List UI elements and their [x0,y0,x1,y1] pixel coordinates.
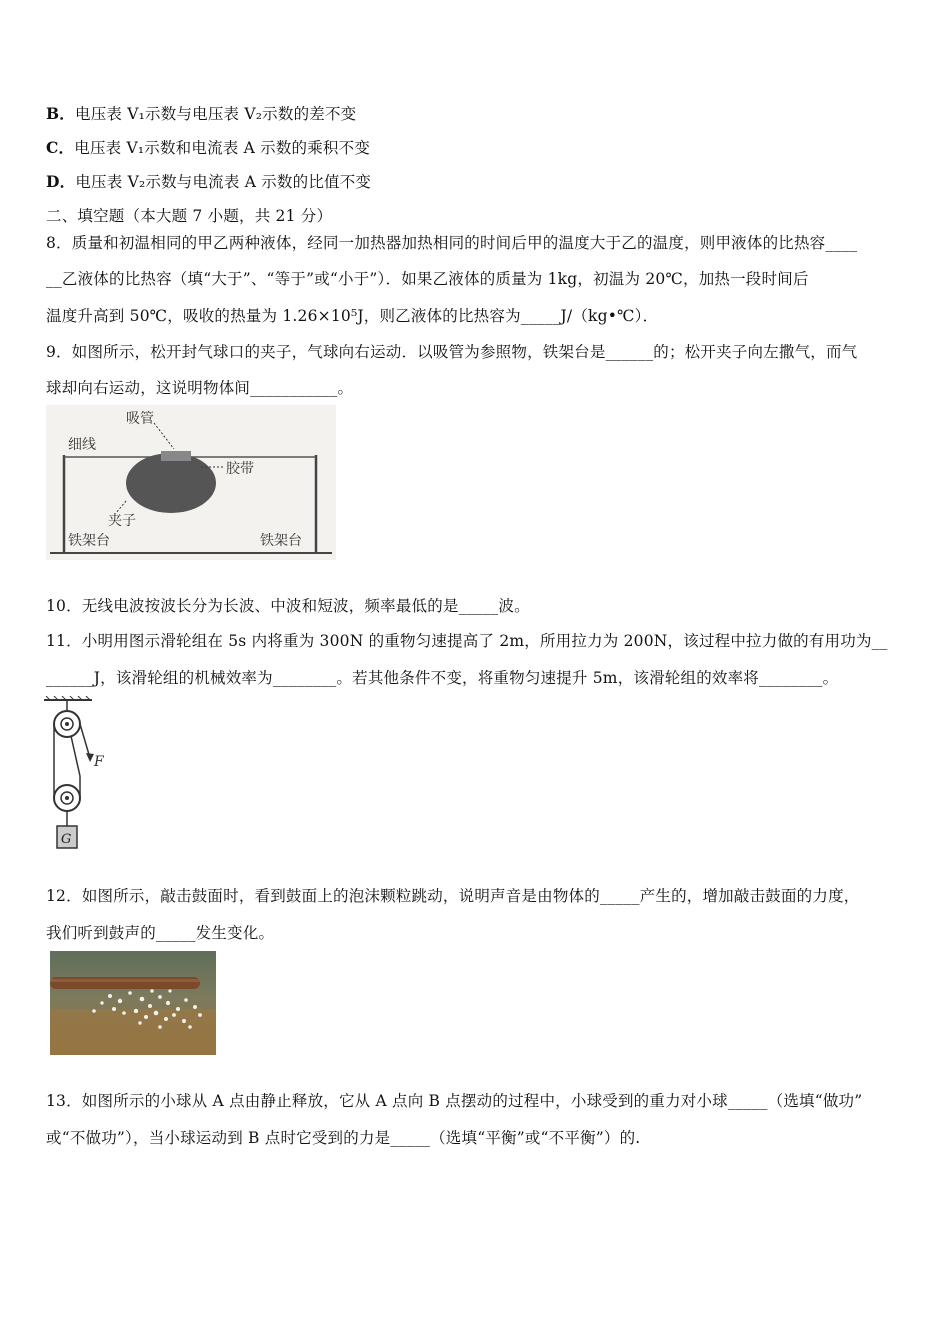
option-c [46,136,370,158]
label-stand-left: 铁架台 [68,533,110,549]
label-weight: G [61,832,72,847]
q8-line3: 温度升高到 50℃，吸收的热量为 1.26×10⁵J，则乙液体的比热容为_____J/（kg•℃）． [46,307,659,325]
drum-photo [50,951,216,1055]
force-arrow-icon [86,753,94,762]
option-text: 电压表 V₁示数和电流表 A 示数的乘积不变 [74,139,371,157]
option-letter: C． [46,138,75,157]
option-text: 电压表 V₁示数与电压表 V₂示数的差不变 [75,105,357,123]
label-clip: 夹子 [108,513,136,529]
q11-line2: ______J，该滑轮组的机械效率为________。若其他条件不变，将重物匀速提升 5m，该滑轮组的效率将________。 [46,669,839,687]
label-straw: 吸管 [126,411,154,427]
option-b [46,102,356,124]
option-letter: B． [46,104,76,123]
balloon-shape [126,453,216,513]
pulley-figure [44,696,114,856]
option-letter: D． [46,172,76,191]
q12-line1: 12．如图所示，敲击鼓面时，看到鼓面上的泡沫颗粒跳动，说明声音是由物体的_____产生的，增加敲击鼓面的力度， [46,887,860,905]
label-string: 细线 [68,437,96,453]
q13-line1: 13．如图所示的小球从 A 点由静止释放，它从 A 点向 B 点摆动的过程中，小球受到的重力对小球_____（选填“做功” [46,1092,863,1110]
option-text: 电压表 V₂示数与电流表 A 示数的比值不变 [75,173,372,191]
option-d [46,170,371,192]
q8-line1: 8．质量和初温相同的甲乙两种液体，经同一加热器加热相同的时间后甲的温度大于乙的温度，则甲液体的比热容____ [46,234,858,252]
balloon-figure [46,405,336,560]
section-title: 二、填空题（本大题 7 小题，共 21 分） [46,207,333,225]
label-force: F [94,754,104,770]
label-stand-right: 铁架台 [260,533,302,549]
q13-line2: 或“不做功”），当小球运动到 B 点时它受到的力是_____（选填“平衡”或“不平衡”）的. [46,1129,641,1147]
label-tape: 胶带 [226,461,254,477]
q10-line1: 10．无线电波按波长分为长波、中波和短波，频率最低的是_____波。 [46,597,530,615]
q8-line2: __乙液体的比热容（填“大于”、“等于”或“小于”）．如果乙液体的质量为 1kg，初温为 20℃，加热一段时间后 [46,270,809,288]
q11-line1: 11．小明用图示滑轮组在 5s 内将重为 300N 的重物匀速提高了 2m，所用拉力为 200N，该过程中拉力做的有用功为__ [46,632,888,650]
q9-line1: 9．如图所示，松开封气球口的夹子，气球向右运动．以吸管为参照物，铁架台是______的；松开夹子向左撒气，而气 [46,343,858,361]
q9-line2: 球却向右运动，这说明物体间___________。 [46,379,354,397]
q12-line2: 我们听到鼓声的_____发生变化。 [46,924,275,942]
